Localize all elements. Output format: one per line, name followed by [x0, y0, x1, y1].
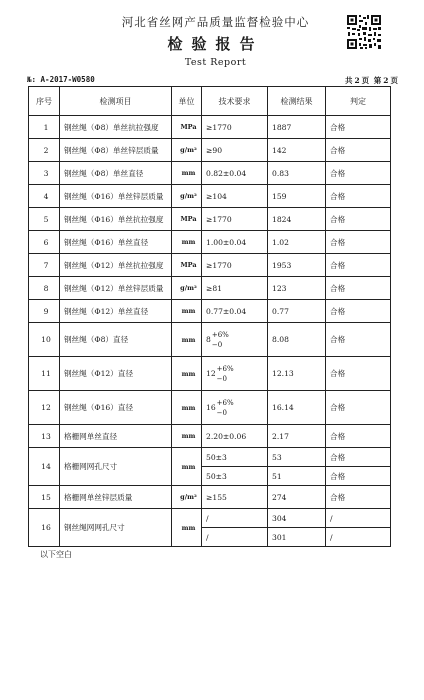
blank-below-note: 以下空白 [40, 550, 72, 559]
table-row [29, 425, 391, 448]
table-row [29, 357, 391, 391]
header-seq: 序号 [29, 87, 60, 116]
unit: g/m² [172, 139, 202, 162]
row-number: 12 [29, 391, 60, 425]
table-row [29, 162, 391, 185]
row-number: 8 [29, 277, 60, 300]
table-header-row [29, 87, 391, 116]
page-current-suffix: 页 [390, 76, 398, 85]
requirement: / [202, 528, 268, 547]
result: 53 [268, 448, 326, 467]
result: 12.13 [268, 357, 326, 391]
result: 159 [268, 185, 326, 208]
result: 301 [268, 528, 326, 547]
unit: mm [172, 162, 202, 185]
test-item: 钢丝绳（Φ16）单丝直径 [60, 231, 172, 254]
requirement [202, 391, 268, 425]
result: 16.14 [268, 391, 326, 425]
tolerance-upper: +6% [216, 398, 234, 407]
verdict: 合格 [326, 486, 391, 509]
test-item: 钢丝绳（Φ16）直径 [60, 391, 172, 425]
test-item: 钢丝绳（Φ12）单丝抗拉强度 [60, 254, 172, 277]
row-number: 10 [29, 323, 60, 357]
table-row [29, 448, 391, 467]
report-page [24, 0, 407, 600]
test-item: 钢丝绳（Φ8）单丝直径 [60, 162, 172, 185]
unit: mm [172, 425, 202, 448]
row-number: 9 [29, 300, 60, 323]
verdict: / [326, 509, 391, 528]
row-number: 2 [29, 139, 60, 162]
requirement: ≥90 [202, 139, 268, 162]
requirement: ≥1770 [202, 254, 268, 277]
tolerance-base: 8 [206, 335, 211, 344]
test-item: 钢丝绳（Φ8）单丝锌层质量 [60, 139, 172, 162]
result: 1.02 [268, 231, 326, 254]
result: 8.08 [268, 323, 326, 357]
header-item: 检测项目 [60, 87, 172, 116]
result: 0.77 [268, 300, 326, 323]
result: 0.83 [268, 162, 326, 185]
header-verdict: 判定 [326, 87, 391, 116]
test-item: 钢丝绳网网孔尺寸 [60, 509, 172, 547]
page-current-prefix: 第 [373, 76, 382, 85]
verdict: 合格 [326, 185, 391, 208]
test-item: 钢丝绳（Φ12）单丝锌层质量 [60, 277, 172, 300]
row-number: 6 [29, 231, 60, 254]
table-row [29, 139, 391, 162]
verdict: 合格 [326, 448, 391, 467]
result: 274 [268, 486, 326, 509]
issuing-organization: 河北省丝网产品质量监督检验中心 [121, 15, 310, 29]
report-number: №: A-2017-W0580 [27, 75, 95, 84]
requirement [202, 357, 268, 391]
requirement: ≥1770 [202, 208, 268, 231]
row-number: 11 [29, 357, 60, 391]
table-row [29, 486, 391, 509]
tolerance-lower: −0 [216, 374, 227, 383]
verdict: 合格 [326, 357, 391, 391]
unit: MPa [172, 254, 202, 277]
test-item: 格栅网单丝锌层质量 [60, 486, 172, 509]
verdict: 合格 [326, 116, 391, 139]
row-number: 5 [29, 208, 60, 231]
tolerance-upper: +6% [211, 330, 229, 339]
unit: mm [172, 357, 202, 391]
result: 1824 [268, 208, 326, 231]
page-total-prefix: 共 [344, 76, 353, 85]
requirement: 50±3 [202, 467, 268, 486]
verdict: 合格 [326, 425, 391, 448]
page-indicator [344, 75, 399, 86]
table-row [29, 116, 391, 139]
table-row [29, 185, 391, 208]
unit: mm [172, 300, 202, 323]
verdict: 合格 [326, 323, 391, 357]
tolerance-base: 16 [206, 403, 216, 412]
header-result: 检测结果 [268, 87, 326, 116]
row-number: 1 [29, 116, 60, 139]
tolerance-upper: +6% [216, 364, 234, 373]
test-item: 格栅网网孔尺寸 [60, 448, 172, 486]
table-row [29, 231, 391, 254]
result: 1887 [268, 116, 326, 139]
unit: MPa [172, 208, 202, 231]
test-item: 钢丝绳（Φ8）单丝抗拉强度 [60, 116, 172, 139]
test-results-table [28, 86, 391, 547]
unit: mm [172, 509, 202, 547]
page-total-suffix: 页 [361, 76, 370, 85]
report-title-en: Test Report [184, 57, 247, 68]
result: 304 [268, 509, 326, 528]
header-requirement: 技术要求 [202, 87, 268, 116]
row-number: 7 [29, 254, 60, 277]
verdict: 合格 [326, 391, 391, 425]
test-item: 钢丝绳（Φ8）直径 [60, 323, 172, 357]
table-row [29, 300, 391, 323]
result: 1953 [268, 254, 326, 277]
verdict: 合格 [326, 277, 391, 300]
verdict: / [326, 528, 391, 547]
verdict: 合格 [326, 162, 391, 185]
table-row [29, 208, 391, 231]
unit: MPa [172, 116, 202, 139]
test-item: 格栅网单丝直径 [60, 425, 172, 448]
requirement: ≥81 [202, 277, 268, 300]
row-number: 4 [29, 185, 60, 208]
requirement: 1.00±0.04 [202, 231, 268, 254]
result: 123 [268, 277, 326, 300]
page-total-value: 2 [354, 76, 360, 85]
verdict: 合格 [326, 139, 391, 162]
unit: mm [172, 323, 202, 357]
requirement: 50±3 [202, 448, 268, 467]
report-title-cn: 检验报告 [167, 35, 264, 53]
tolerance-base: 12 [206, 369, 216, 378]
table-row [29, 509, 391, 528]
verdict: 合格 [326, 300, 391, 323]
test-item: 钢丝绳（Φ12）直径 [60, 357, 172, 391]
test-item: 钢丝绳（Φ16）单丝锌层质量 [60, 185, 172, 208]
requirement: 2.20±0.06 [202, 425, 268, 448]
table-row [29, 277, 391, 300]
row-number: 13 [29, 425, 60, 448]
requirement [202, 323, 268, 357]
unit: mm [172, 231, 202, 254]
table-row [29, 254, 391, 277]
table-row [29, 323, 391, 357]
unit: mm [172, 391, 202, 425]
verdict: 合格 [326, 208, 391, 231]
row-number: 14 [29, 448, 60, 486]
unit: mm [172, 448, 202, 486]
requirement: 0.82±0.04 [202, 162, 268, 185]
requirement: ≥1770 [202, 116, 268, 139]
verdict: 合格 [326, 254, 391, 277]
requirement: ≥104 [202, 185, 268, 208]
result: 142 [268, 139, 326, 162]
test-item: 钢丝绳（Φ12）单丝直径 [60, 300, 172, 323]
verdict: 合格 [326, 467, 391, 486]
unit: g/m² [172, 486, 202, 509]
test-item: 钢丝绳（Φ16）单丝抗拉强度 [60, 208, 172, 231]
table-row [29, 391, 391, 425]
unit: g/m² [172, 277, 202, 300]
tolerance-lower: −0 [211, 340, 223, 349]
result: 51 [268, 467, 326, 486]
row-number: 16 [29, 509, 60, 547]
qr-code-icon [346, 14, 382, 50]
tolerance-lower: −0 [216, 408, 227, 417]
verdict: 合格 [326, 231, 391, 254]
unit: g/m² [172, 185, 202, 208]
header-unit: 单位 [172, 87, 202, 116]
page-current-value: 2 [383, 76, 389, 85]
row-number: 15 [29, 486, 60, 509]
result: 2.17 [268, 425, 326, 448]
requirement: 0.77±0.04 [202, 300, 268, 323]
requirement: / [202, 509, 268, 528]
row-number: 3 [29, 162, 60, 185]
requirement: ≥155 [202, 486, 268, 509]
